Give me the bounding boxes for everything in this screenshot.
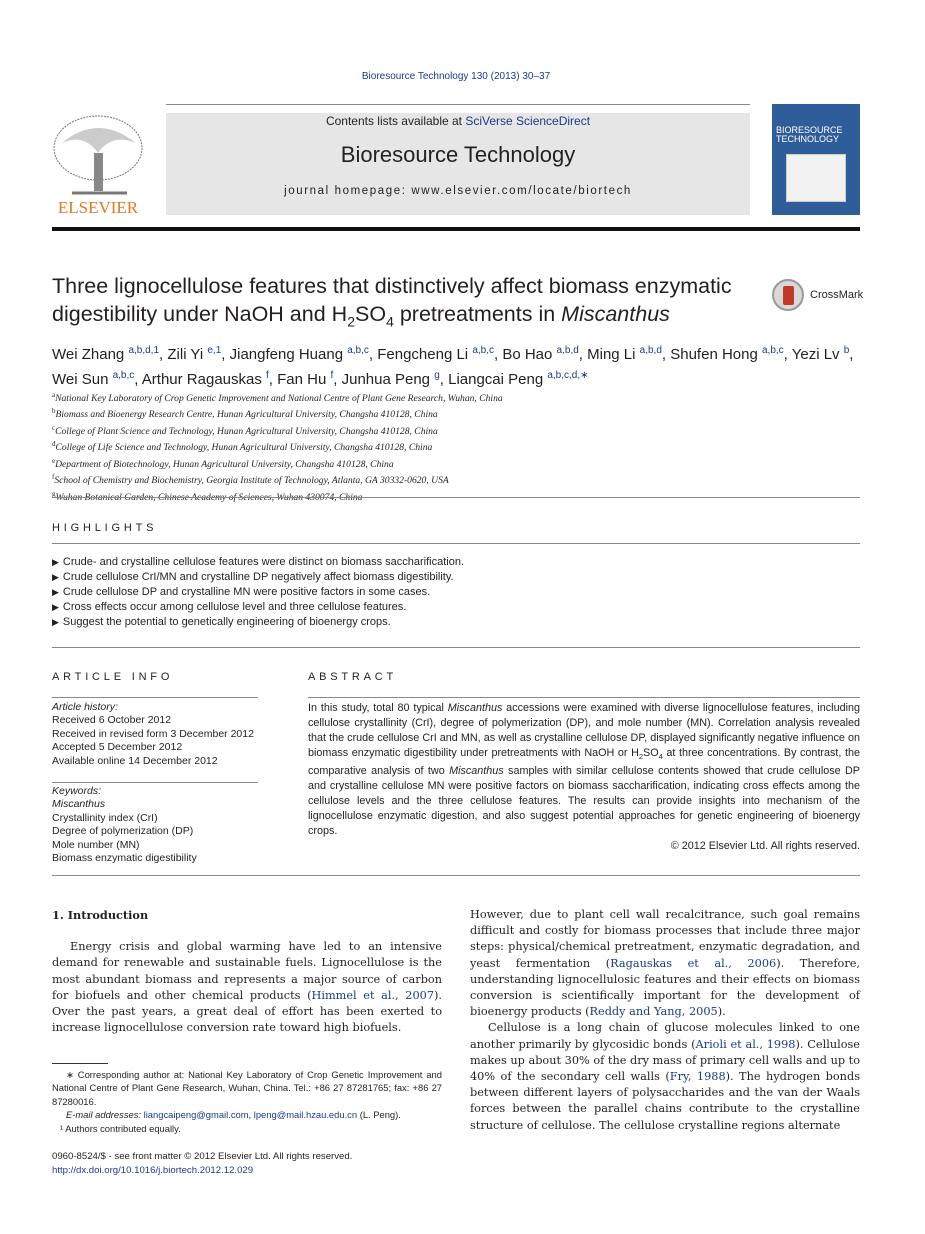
crossmark-icon	[772, 279, 804, 311]
superscript: a,b,c	[472, 345, 494, 356]
journal-cover	[772, 104, 860, 215]
superscript: a,b,c	[347, 345, 369, 356]
subscript: 4	[658, 752, 663, 762]
text-run: , Zili Yi	[159, 346, 208, 363]
subscript: 2	[347, 313, 355, 330]
affiliation-key: f	[52, 473, 55, 482]
bullet-triangle-icon: ▶	[52, 557, 59, 567]
affiliation-key: g	[52, 489, 56, 498]
abstract-text	[308, 701, 860, 839]
divider	[52, 697, 258, 698]
affiliations	[52, 389, 860, 504]
affiliation	[52, 422, 860, 438]
superscript: b	[843, 345, 850, 356]
highlight-item	[52, 615, 464, 630]
paragraph	[52, 939, 442, 1036]
equal-contribution-note: ¹ Authors contributed equally.	[60, 1122, 181, 1134]
text-run: , Ming Li	[578, 346, 640, 363]
bullet-triangle-icon: ▶	[52, 587, 59, 597]
history-0: Received 6 October 2012	[52, 714, 172, 727]
text-run: ). Therefore, understanding lignocellulosic features and their effects on biomass conversion is scientifically important for the development of bioenergy products (	[470, 956, 860, 1019]
email-link[interactable]: liangcaipeng@gmail.com	[143, 1109, 249, 1121]
text-run: ). The hydrogen bonds between different layers of polysaccharides and the van der Waals forces between the parallel chains contribute to the crystalline structure of cellulose. The cellulose crystalline regions alternate	[470, 1070, 860, 1132]
highlight-item	[52, 600, 464, 615]
divider	[52, 647, 860, 648]
affiliation	[52, 389, 860, 405]
text-run: In this study, total 80 typical	[308, 702, 448, 714]
left-column	[52, 907, 442, 1036]
keyword: Mole number (MN)	[52, 838, 140, 851]
text-run: , Fan Hu	[268, 371, 331, 388]
keyword: Degree of polymerization (DP)	[52, 825, 194, 838]
text-run: , Bo Hao	[494, 346, 557, 363]
text-run: pretreatments in	[393, 302, 562, 326]
affiliation-key: b	[52, 407, 56, 416]
text-run: , Jiangfeng Huang	[221, 346, 348, 363]
affiliation-key: e	[52, 456, 56, 465]
highlight-text: Cross effects occur among cellulose level and three cellulose features.	[62, 601, 407, 613]
text-run: Cellulose is a long chain of glucose molecules linked to one another primarily by glycosidic bonds (	[470, 1021, 860, 1051]
affiliation-text: College of Life Science and Technology, Hunan Agricultural University, Changsha 410128, China	[55, 442, 433, 454]
divider	[52, 543, 860, 544]
text-run: Three lignocellulose features that distinctively affect biomass enzymatic digestibility under NaOH and H	[52, 274, 732, 326]
journal-citation[interactable]: Bioresource Technology 130 (2013) 30–37	[361, 71, 551, 82]
crossmark-button[interactable]	[772, 279, 863, 311]
affiliation	[52, 455, 860, 471]
text-run: , Shufen Hong	[661, 346, 762, 363]
subscript: 4	[386, 313, 394, 330]
subscript: 2	[638, 752, 644, 762]
contents-label: Contents lists available at	[325, 114, 466, 128]
footnotes	[52, 1063, 442, 1135]
email-link[interactable]: lpeng@mail.hzau.edu.cn	[253, 1109, 358, 1121]
bullet-triangle-icon: ▶	[52, 602, 59, 612]
keywords-label: Keywords:	[52, 785, 102, 798]
highlight-item	[52, 555, 464, 570]
affiliation-text: Biomass and Bioenergy Research Centre, Hunan Agricultural University, Changsha 410128, China	[55, 409, 438, 421]
issn-line: 0960-8524/$ - see front matter © 2012 Elsevier Ltd. All rights reserved.	[52, 1151, 353, 1162]
divider	[166, 104, 750, 105]
affiliation-key: d	[52, 440, 56, 449]
superscript: a,b,d,1	[128, 345, 160, 356]
citation-link[interactable]: Himmel et al., 2007	[311, 988, 435, 1002]
superscript: a,b,c	[761, 345, 784, 356]
superscript: f	[266, 370, 269, 381]
highlight-item	[52, 570, 464, 585]
doi-link[interactable]: http://dx.doi.org/10.1016/j.biortech.2012.12.029	[52, 1164, 254, 1176]
highlights-heading: HIGHLIGHTS	[52, 522, 158, 534]
copyright: © 2012 Elsevier Ltd. All rights reserved.	[670, 840, 860, 853]
keyword: Miscanthus	[52, 798, 106, 811]
affiliation-text: Wuhan Botanical Garden, Chinese Academy of Sciences, Wuhan 430074, China	[55, 492, 363, 504]
superscript: g	[434, 370, 440, 381]
article-info-heading: ARTICLE INFO	[52, 671, 174, 683]
divider	[52, 1063, 108, 1064]
elsevier-logo	[52, 113, 145, 216]
affiliation-text: National Key Laboratory of Crop Genetic Improvement and National Centre of Plant Gene Research, Wuhan, China	[55, 393, 503, 405]
article-title	[52, 272, 762, 335]
affiliation-text: Department of Biotechnology, Hunan Agricultural University, Changsha 410128, China	[55, 459, 394, 471]
history-1: Received in revised form 3 December 2012	[52, 727, 254, 740]
section-heading: 1. Introduction	[52, 908, 149, 922]
superscript: a,b,d	[639, 345, 662, 356]
sciencedirect-link[interactable]: SciVerse ScienceDirect	[465, 114, 591, 128]
separator: ,	[248, 1109, 254, 1121]
superscript: a,b,d	[556, 345, 579, 356]
journal-header	[166, 113, 750, 215]
citation-link[interactable]: Ragauskas et al., 2006	[610, 956, 777, 970]
cover-title: BIORESOURCE TECHNOLOGY	[776, 125, 843, 144]
history-3: Available online 14 December 2012	[52, 754, 218, 767]
email-suffix: (L. Peng).	[357, 1109, 401, 1121]
text-run: Wei Zhang	[52, 346, 129, 363]
superscript: a,b,c	[112, 370, 135, 381]
superscript: e,1	[207, 345, 222, 356]
history-label: Article history:	[52, 701, 118, 713]
citation-link[interactable]: Reddy and Yang, 2005	[589, 1005, 718, 1019]
page-footer	[52, 1150, 352, 1177]
text-run: , Wei Sun	[52, 346, 854, 388]
divider	[52, 782, 258, 783]
keyword: Crystallinity index (CrI)	[52, 811, 158, 824]
crossmark-label: CrossMark	[810, 289, 864, 301]
abstract	[308, 701, 860, 854]
citation-link[interactable]: Arioli et al., 1998	[695, 1037, 796, 1051]
keyword: Biomass enzymatic digestibility	[52, 852, 197, 865]
text-run: , Liangcai Peng	[439, 371, 548, 388]
superscript: f	[330, 370, 334, 381]
text-run: SO	[354, 302, 387, 326]
divider	[308, 697, 860, 698]
text-run: ). Over the past years, a great deal of effort has been exerted to increase lignocellulose conversion rate toward high biofuels.	[52, 988, 443, 1035]
text-run: ).	[717, 1005, 726, 1019]
history-2: Accepted 5 December 2012	[52, 741, 183, 754]
highlight-text: Crude- and crystalline cellulose features were distinct on biomass saccharification.	[62, 556, 464, 568]
affiliation-text: College of Plant Science and Technology, Hunan Agricultural University, Changsha 410128, China	[55, 426, 438, 438]
text-run: at three concentrations. By contrast, the comparative analysis of two	[308, 747, 860, 778]
paragraph	[470, 1020, 860, 1133]
journal-name: Bioresource Technology	[340, 142, 576, 167]
affiliation-key: c	[52, 423, 56, 432]
text-run: Miscanthus	[449, 765, 504, 778]
text-run: SO	[643, 747, 659, 759]
affiliation	[52, 471, 860, 487]
text-run: Miscanthus	[447, 702, 503, 714]
publisher-logo-text: ELSEVIER	[57, 198, 139, 216]
highlights-list	[52, 555, 464, 630]
highlight-text: Suggest the potential to genetically engineering of bioenergy crops.	[62, 616, 391, 628]
superscript: a,b,c,d,∗	[547, 370, 589, 381]
abstract-heading: ABSTRACT	[308, 671, 398, 683]
affiliation-key: a	[52, 391, 56, 399]
text-run: Energy crisis and global warming have led to an intensive demand for renewable and sustainable fuels. Lignocellulose is the most abundant biomass and represents a major source of carbon for biofuels and other chemical products (	[52, 940, 442, 1002]
highlight-text: Crude cellulose CrI/MN and crystalline DP negatively affect biomass digestibility.	[62, 571, 454, 583]
corresponding-author-note: ∗ Corresponding author at: National Key Laboratory of Crop Genetic Improvement and National Centre of Plant Gene Research, Wuhan, China. Tel.: +86 27 87281765; fax: +86 27 87280016.	[52, 1069, 442, 1107]
affiliation	[52, 405, 860, 421]
tree-icon	[52, 113, 145, 216]
cover-figure	[786, 154, 846, 202]
text-run: samples with similar cellulose contents showed that crude cellulose DP and crystalline cellulose MN were positive factors on biomass saccharification, indicating cross effects among the cellulose levels and the three cellulose features. The results can provide insights into mechanism of the lignocellulose enzymatic digestion, and also suggest potential approaches for genetic engineering of bioenergy crops.	[308, 765, 860, 838]
text-run: , Arthur Ragauskas	[134, 371, 267, 388]
highlight-text: Crude cellulose DP and crystalline MN were positive factors in some cases.	[62, 586, 431, 598]
text-run: ). Cellulose makes up about 30% of the dry mass of primary cell walls and up to 40% of the secondary cell walls (	[470, 1037, 861, 1084]
journal-homepage[interactable]: journal homepage: www.elsevier.com/locate/biortech	[284, 185, 632, 197]
bullet-triangle-icon: ▶	[52, 617, 59, 627]
text-run: Miscanthus	[561, 302, 670, 326]
bullet-triangle-icon: ▶	[52, 572, 59, 582]
divider	[52, 875, 860, 876]
affiliation-text: School of Chemistry and Biochemistry, Georgia Institute of Technology, Atlanta, GA 30332-0620, USA	[54, 475, 449, 487]
email-label: E-mail addresses:	[66, 1109, 144, 1121]
text-run: , Fengcheng Li	[368, 346, 473, 363]
text-run: However, due to plant cell wall recalcitrance, such goal remains difficult and costly for biomass processes that include three major steps: physical/chemical pretreatment, enzymatic degradation, and yeast fermentation (	[470, 908, 860, 970]
article-info	[52, 701, 258, 865]
citation-link[interactable]: Fry, 1988	[669, 1070, 726, 1084]
author-list	[52, 340, 860, 390]
highlight-item	[52, 585, 464, 600]
right-column	[470, 907, 860, 1134]
text-run: , Yezi Lv	[783, 346, 844, 363]
paragraph	[470, 907, 860, 1020]
text-run: accessions were examined with diverse lignocellulose features, including cellulose crystallinity (CrI), degree of polymerization (DP), and mole number (MN). Correlation analysis revealed that the crude cellulose CrI and MN, as well as crystalline cellulose DP, displayed significantly negative influence on biomass enzymatic digestibility under pretreatments with NaOH or H	[308, 702, 860, 759]
text-run: , Junhua Peng	[333, 371, 435, 388]
affiliation	[52, 438, 860, 454]
header-divider	[52, 227, 860, 231]
divider	[52, 497, 860, 498]
